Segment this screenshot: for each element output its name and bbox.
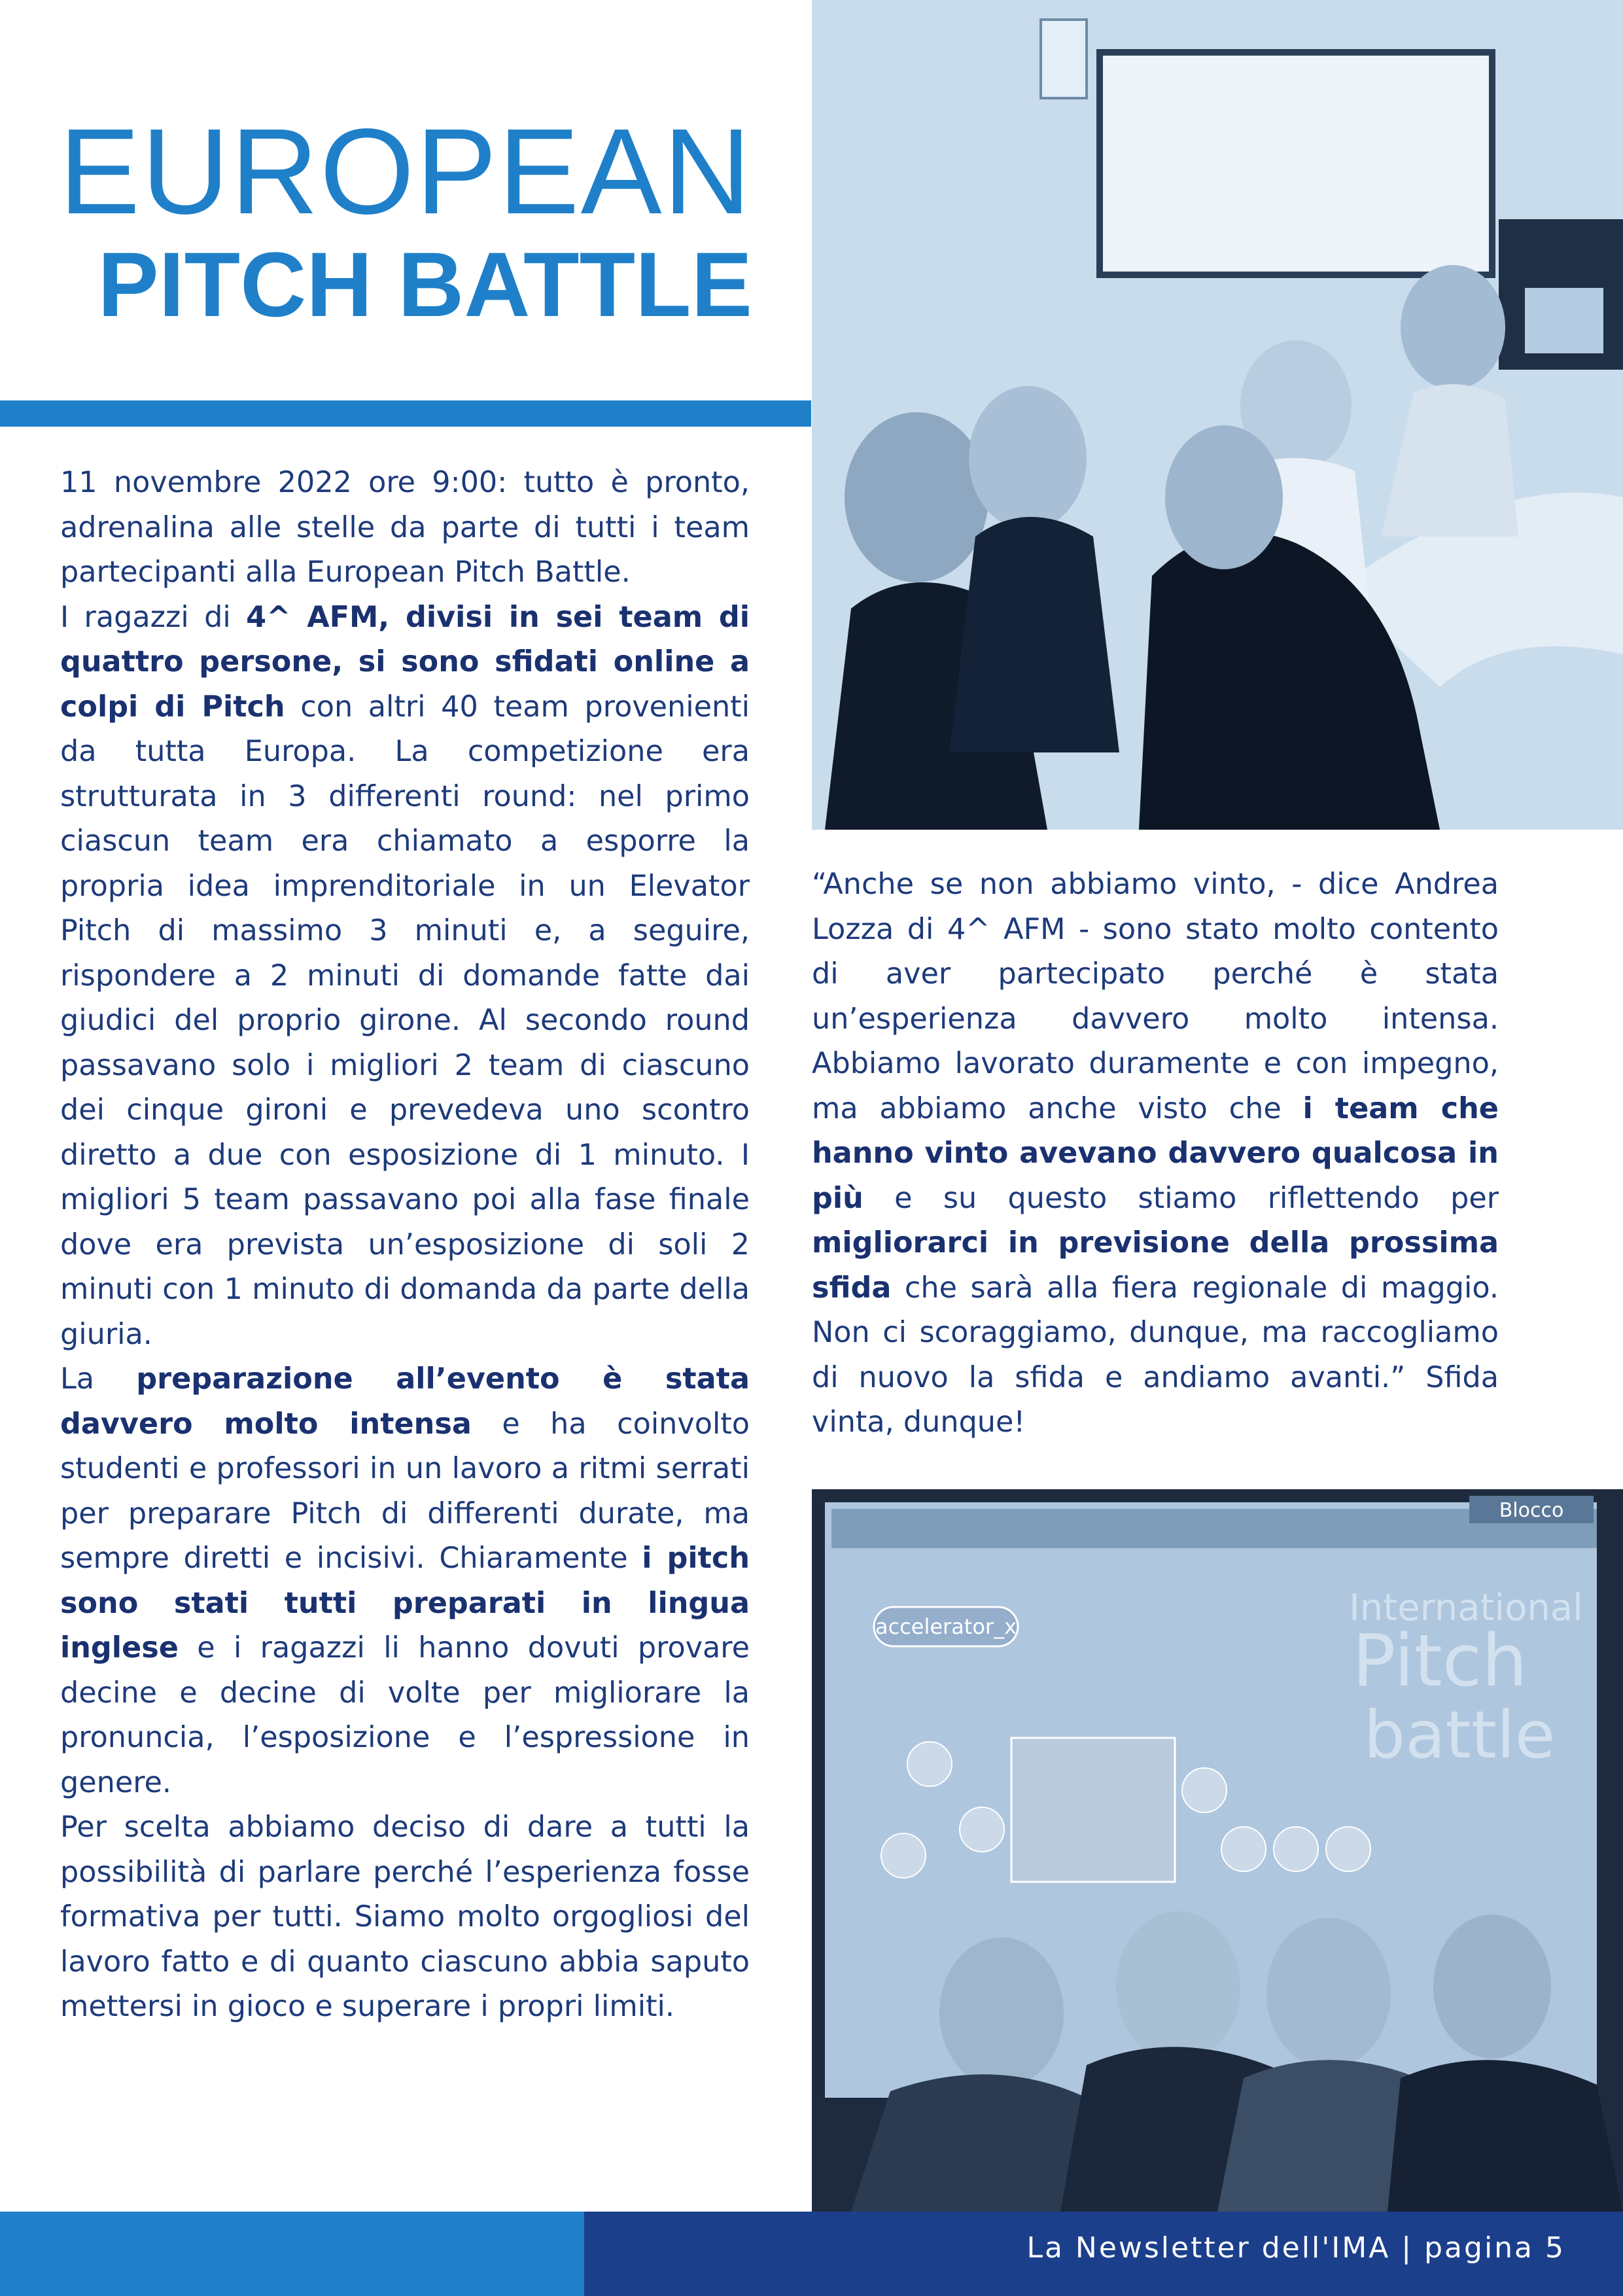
- footer-bar-accent: [0, 2212, 584, 2296]
- bold-run: preparazione all’evento è stata davvero molto intensa: [60, 1362, 750, 1441]
- paragraph-conclusion: Per scelta abbiamo deciso di dare a tutti la possibilità di parlare perché l’esperienza fosse formativa per tutti. Siamo molto orgogliosi del lavoro fatto e di quanto ciascuno abbia saputo mettersi in gioco e superare i propri limiti.: [60, 1810, 750, 2023]
- photo-students-classroom-illustration: [812, 0, 1623, 830]
- quote-paragraph: [812, 862, 1499, 1445]
- text-run: e su questo stiamo riflettendo per: [863, 1181, 1499, 1215]
- bold-run: migliorarci in previsione della prossima sfida: [812, 1226, 1499, 1305]
- text-run: con altri 40 team provenienti da tutta Europa. La competizione era strutturata in 3 differenti round: nel primo ciascun team era chiamato a esporre la propria idea imprenditoriale in un Elevator Pitch di massimo 3 minuti e, a seguire, rispondere a 2 minuti di domande fatte dai giudici del proprio girone. Al secondo round passavano solo i migliori 2 team di ciascuno dei cinque gironi e prevedeva uno scontro diretto a due con esposizione di 1 minuto. I migliori 5 team passavano poi alla fase finale dove era prevista un’esposizione di soli 2 minuti con 1 minuto di domanda da parte della giuria.: [60, 690, 750, 1351]
- screen-label-battle: battle: [1363, 1697, 1556, 1773]
- paragraph-teams: [60, 595, 750, 1358]
- article-left-column: [60, 461, 750, 2030]
- footer-newsletter-page: La Newsletter dell'IMA | pagina 5: [1026, 2231, 1565, 2265]
- bold-run: 4^ AFM, divisi in sei team di quattro persone, si sono sfidati online a colpi di Pitch: [60, 600, 750, 724]
- title-line-1: EUROPEAN: [59, 104, 752, 239]
- photo-students-classroom: [812, 0, 1623, 830]
- photo-students-pitch-screen: [812, 1489, 1623, 2212]
- title-rule: [0, 400, 811, 427]
- text-run: e ha coinvolto studenti e professori in un lavoro a ritmi serrati per preparare Pitch di differenti durate, ma sempre diretti e incisivi. Chiaramente: [60, 1407, 750, 1575]
- text-run: e i ragazzi li hanno dovuti provare decine e decine di volte per migliorare la pronuncia, l’esposizione e l’espressione in genere.: [60, 1631, 750, 1799]
- paragraph-intro: 11 novembre 2022 ore 9:00: tutto è pronto, adrenalina alle stelle da parte di tutti i team partecipanti alla European Pitch Battle.: [60, 466, 750, 589]
- screen-label-pitch: Pitch: [1352, 1619, 1527, 1703]
- text-run: “Anche se non abbiamo vinto, - dice Andrea Lozza di 4^ AFM - sono stato molto contento di aver partecipato perché è stata un’esperienza davvero molto intensa. Abbiamo lavorato duramente e con impegno, ma abbiamo anche visto che: [812, 868, 1499, 1125]
- paragraph-preparation: [60, 1357, 750, 1805]
- article-right-column: [812, 862, 1499, 1445]
- text-run: La: [60, 1362, 137, 1396]
- text-run: che sarà alla fiera regionale di maggio. Non ci scoraggiamo, dunque, ma raccogliamo di nuovo la sfida e andiamo avanti.” Sfida vinta, dunque!: [812, 1271, 1499, 1439]
- title-line-2: PITCH BATTLE: [97, 233, 752, 336]
- text-run: I ragazzi di: [60, 600, 247, 634]
- bold-run: i team che hanno vinto avevano davvero qualcosa in più: [812, 1091, 1499, 1215]
- bold-run: i pitch sono stati tutti preparati in lingua inglese: [60, 1542, 750, 1665]
- photo-students-pitch-screen-illustration: [812, 1489, 1623, 2212]
- screen-label-accelerator: accelerator_x: [875, 1614, 1017, 1639]
- screen-label-international: International: [1349, 1587, 1583, 1629]
- screen-label-blocco: Blocco: [1499, 1499, 1564, 1522]
